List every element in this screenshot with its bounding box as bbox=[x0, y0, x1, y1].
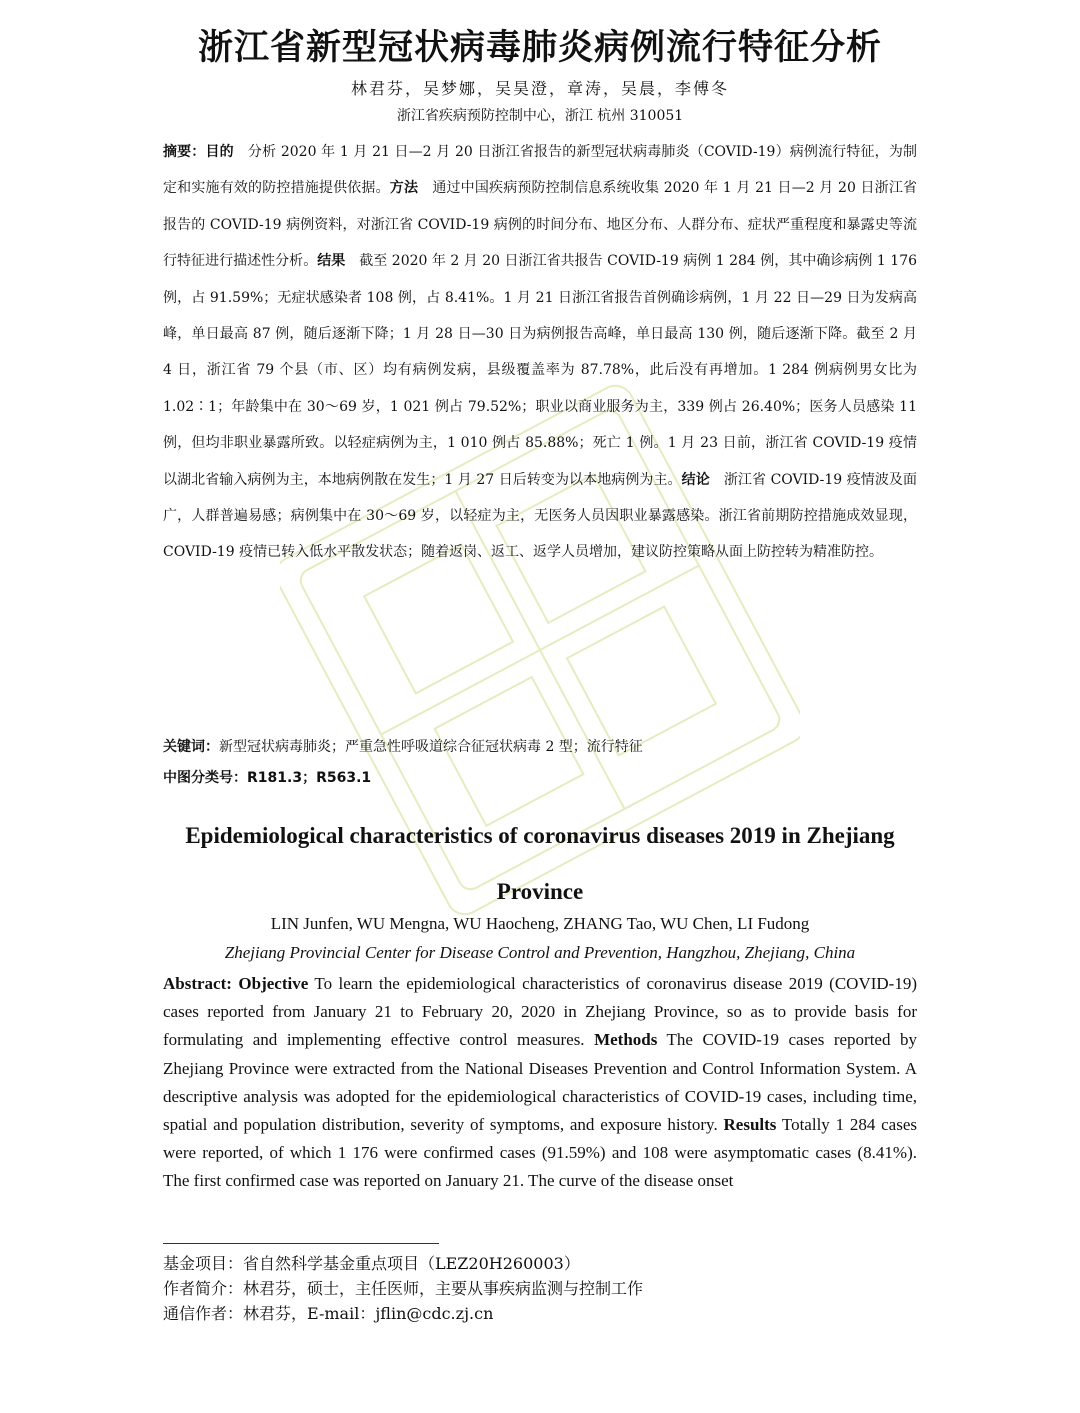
paper-title-cn: 浙江省新型冠状病毒肺炎病例流行特征分析 bbox=[197, 28, 882, 68]
results-text-cn: 截至 2020 年 2 月 20 日浙江省共报告 COVID-19 病例 1 284 例，其中确诊病例 1 176 例，占 91.59%；无症状感染者 108 例，占 8.41%。1 月 21 日浙江省报告首例确诊病例，1 月 22 日—29 日为发病高峰，单日最高 87 例，随后逐渐下降；1 月 28 日—30 日为病例报告高峰，单日最高 130 例，随后逐渐下降。截至 2 月 4 日，浙江省 79 个县（市、区）均有病例发病，县级覆盖率为 87.78%，此后没有再增加。1 284 例病例男女比为 1.02∶1；年龄集中在 30～69 岁，1 021 例占 79.52%；职业以商业服务为主，339 例占 26.40%；医务人员感染 11 例，但均非职业暴露所致。以轻症病例为主，1 010 例占 85.88%；死亡 1 例。1 月 23 日前，浙江省 COVID-19 疫情以湖北省输入病例为主，本地病例散在发生；1 月 27 日后转变为以本地病例为主。 bbox=[163, 253, 918, 488]
abstract-label-en: Abstract: bbox=[163, 974, 239, 993]
clc-label-cn: 中图分类号： bbox=[163, 770, 247, 786]
abstract-label-cn: 摘要： bbox=[163, 144, 206, 160]
abstract-cn bbox=[163, 134, 917, 571]
footnote-fund: 基金项目：省自然科学基金重点项目（LEZ20H260003） bbox=[163, 1254, 580, 1273]
affiliation-cn: 浙江省疾病预防控制中心，浙江 杭州 310051 bbox=[396, 108, 684, 124]
conclusion-label-cn: 结论 bbox=[681, 471, 710, 488]
paper-title-en: Epidemiological characteristics of coronavirus diseases 2019 in Zhejiang Province bbox=[185, 823, 895, 904]
authors-cn: 林君芬，吴梦娜，吴昊澄，章涛，吴晨，李傅冬 bbox=[350, 79, 729, 98]
affiliation-en: Zhejiang Provincial Center for Disease Control and Prevention, Hangzhou, Zhejiang, China bbox=[224, 943, 856, 962]
methods-label-cn: 方法 bbox=[389, 180, 419, 197]
methods-text-en: The COVID-19 cases reported by Zhejiang Province were extracted from the National Diseases Prevention and Control Information System. A descriptive analysis was adopted for the epidemiological characteristics of COVID-19 cases, including time, spatial and population distribution, severity of symptoms, and exposure history. bbox=[163, 1030, 917, 1135]
footnote-correspondence: 通信作者：林君芬，E-mail：jflin@cdc.zj.cn bbox=[163, 1304, 494, 1323]
keywords-label-cn: 关键词： bbox=[163, 739, 219, 755]
conclusion-text-cn: 浙江省 COVID-19 疫情波及面广，人群普遍易感；病例集中在 30～69 岁，以轻症为主，无医务人员因职业暴露感染。浙江省前期防控措施成效显现，COVID-19 疫情已转入低水平散发状态；随着返岗、返工、返学人员增加，建议防控策略从面上防控转为精准防控。 bbox=[163, 471, 918, 561]
authors-en: LIN Junfen, WU Mengna, WU Haocheng, ZHANG Tao, WU Chen, LI Fudong bbox=[270, 914, 810, 933]
footnote-author-bio: 作者简介：林君芬，硕士，主任医师，主要从事疾病监测与控制工作 bbox=[163, 1279, 644, 1298]
abstract-en bbox=[163, 970, 917, 1222]
clc-value-cn: R181.3；R563.1 bbox=[247, 770, 372, 786]
results-text-en: Totally 1 284 cases were reported, of which 1 176 were confirmed cases (91.59%) and 108 were asymptomatic cases (8.41%). The first confirmed case was reported on January 21. The curve of the disease onset bbox=[163, 1115, 917, 1191]
footnote-divider bbox=[163, 1243, 439, 1244]
methods-label-en: Methods bbox=[594, 1030, 658, 1050]
results-label-en: Results bbox=[723, 1115, 777, 1135]
methods-text-cn: 通过中国疾病预防控制信息系统收集 2020 年 1 月 21 日—2 月 20 日浙江省报告的 COVID-19 病例资料，对浙江省 COVID-19 病例的时间分布、地区分布、人群分布、症状严重程度和暴露史等流行特征进行描述性分析。 bbox=[163, 180, 918, 270]
objective-label-cn: 目的 bbox=[205, 144, 234, 160]
keywords-cn bbox=[163, 736, 923, 756]
keywords-text-cn: 新型冠状病毒肺炎；严重急性呼吸道综合征冠状病毒 2 型；流行特征 bbox=[219, 739, 643, 755]
clc-cn bbox=[163, 767, 923, 787]
objective-text-en: To learn the epidemiological characteristics of coronavirus disease 2019 (COVID-19) cases reported from January 21 to February 20, 2020 in Zhejiang Province, so as to provide basis for formulating and implementing effective control measures. bbox=[163, 974, 917, 1050]
objective-text-cn: 分析 2020 年 1 月 21 日—2 月 20 日浙江省报告的新型冠状病毒肺炎（COVID-19）病例流行特征，为制定和实施有效的防控措施提供依据。 bbox=[163, 144, 917, 197]
results-label-cn: 结果 bbox=[317, 253, 346, 270]
objective-label-en: Objective bbox=[238, 974, 309, 993]
